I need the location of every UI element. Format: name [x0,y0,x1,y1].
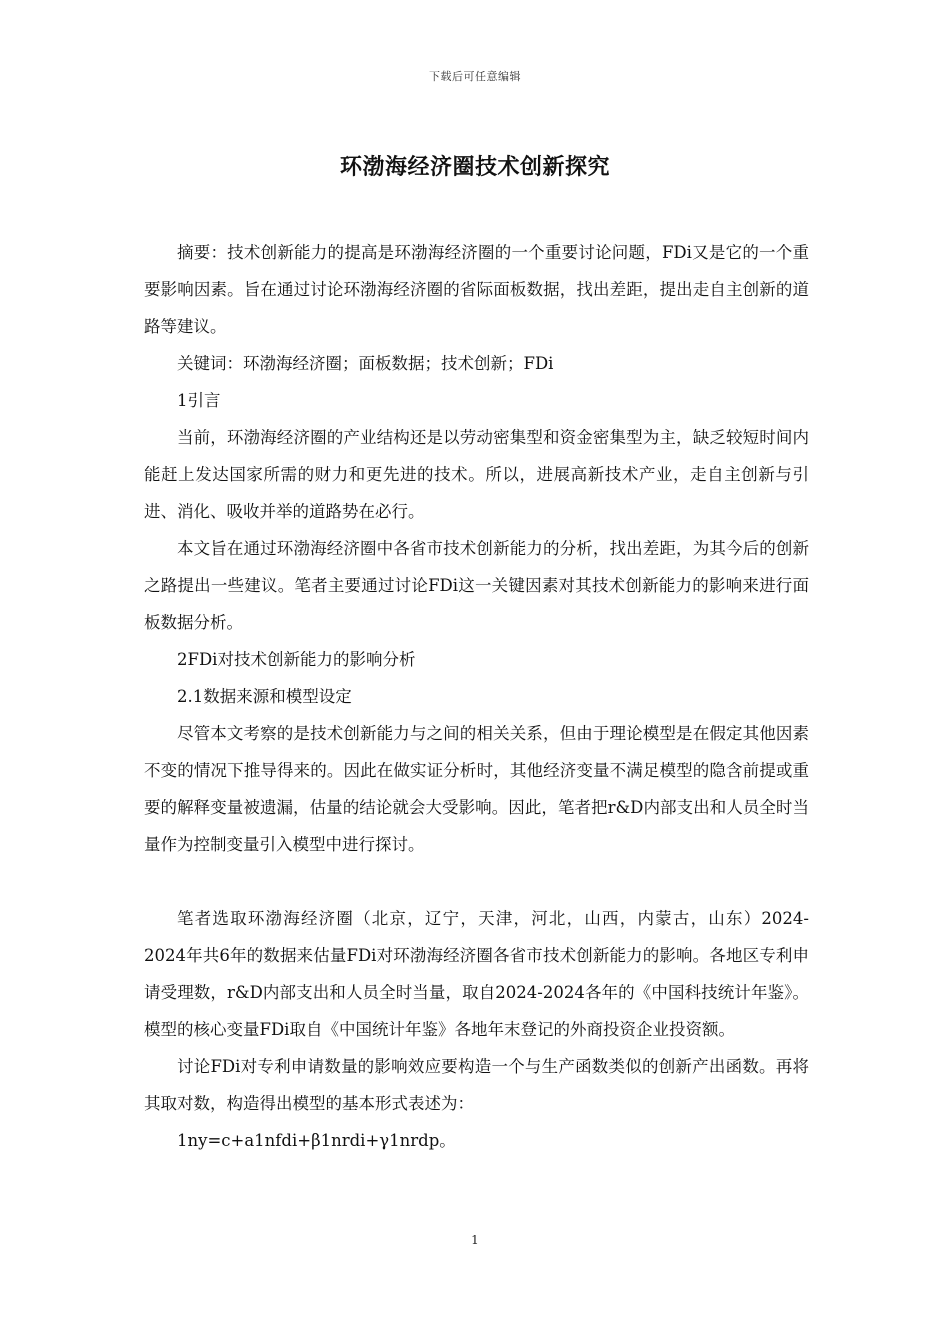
body-paragraph: 讨论FDi对专利申请数量的影响效应要构造一个与生产函数类似的创新产出函数。再将其取对数，构造得出模型的基本形式表述为： [144,1057,809,1113]
section-heading-fdi-analysis: 2FDi对技术创新能力的影响分析 [177,650,416,669]
body-paragraph: 本文旨在通过环渤海经济圈中各省市技术创新能力的分析，找出差距，为其今后的创新之路提出一些建议。笔者主要通过讨论FDi这一关键因素对其技术创新能力的影响来进行面板数据分析。 [144,539,809,632]
body-paragraph: 尽管本文考察的是技术创新能力与之间的相关关系，但由于理论模型是在假定其他因素不变的情况下推导得来的。因此在做实证分析时，其他经济变量不满足模型的隐含前提或重要的解释变量被遗漏，估量的结论就会大受影响。因此，笔者把r&D内部支出和人员全时当量作为控制变量引入模型中进行探讨。 [144,724,809,854]
subsection-heading-data-model: 2.1数据来源和模型设定 [177,687,352,706]
page-number: 1 [471,1233,479,1247]
section-heading-introduction: 1引言 [177,391,221,410]
keywords-paragraph: 关键词：环渤海经济圈；面板数据；技术创新；FDi [177,354,554,373]
abstract-paragraph: 摘要：技术创新能力的提高是环渤海经济圈的一个重要讨论问题，FDi又是它的一个重要影响因素。旨在通过讨论环渤海经济圈的省际面板数据，找出差距，提出走自主创新的道路等建议。 [144,243,809,336]
body-paragraph: 笔者选取环渤海经济圈（北京，辽宁，天津，河北，山西，内蒙古，山东）2024-2024年共6年的数据来估量FDi对环渤海经济圈各省市技术创新能力的影响。各地区专利申请受理数，r&D内部支出和人员全时当量，取自2024-2024各年的《中国科技统计年鉴》。模型的核心变量FDi取自《中国统计年鉴》各地年末登记的外商投资企业投资额。 [144,909,809,1039]
document-title: 环渤海经济圈技术创新探究 [339,154,610,180]
model-formula: 1ny=c+a1nfdi+β1nrdi+γ1nrdp。 [177,1131,456,1150]
document-body [144,234,809,1159]
header-note: 下载后可任意编辑 [429,70,521,83]
body-paragraph: 当前，环渤海经济圈的产业结构还是以劳动密集型和资金密集型为主，缺乏较短时间内能赶上发达国家所需的财力和更先进的技术。所以，进展高新技术产业，走自主创新与引进、消化、吸收并举的道路势在必行。 [144,428,809,521]
